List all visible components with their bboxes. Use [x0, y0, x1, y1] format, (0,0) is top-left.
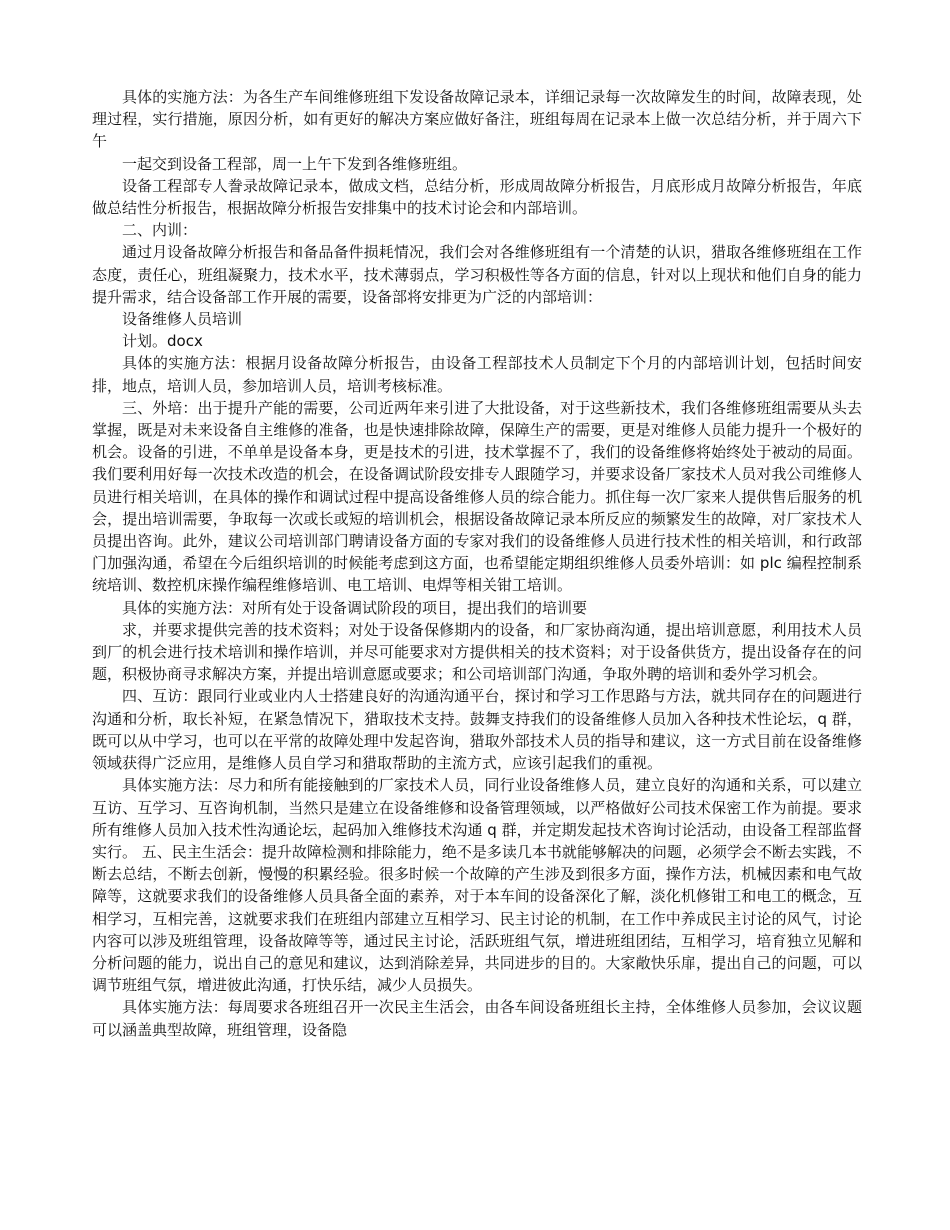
- paragraph-internal-training: 通过月设备故障分析报告和备品备件损耗情况，我们会对各维修班组有一个清楚的认识，猎取各维修班组在工作态度，责任心，班组凝聚力，技术水平，技术薄弱点，学习积极性等各方面的信息，针对以上现状和他们自身的能力提升需求，结合设备部工作开展的需要，设备部将安排更为广泛的内部培训：: [92, 243, 862, 306]
- paragraph-mutual-visits: 四、互访：跟同行业或业内人士搭建良好的沟通沟通平台，探讨和学习工作思路与方法，就共同存在的问题进行沟通和分析，取长补短，在紧急情况下，猎取技术支持。鼓舞支持我们的设备维修人员加入各种技术性论坛，q 群，既可以从中学习，也可以在平常的故障处理中发起咨询，猎取外部技术人员的指导和建议，这一方式目前在设备维修领域获得广泛应用，是维修人员自学习和猎取帮助的主流方式，应该引起我们的重视。: [92, 687, 862, 773]
- paragraph-training-plan-title: 设备维修人员培训: [122, 310, 243, 329]
- paragraph-training-plan-file: 计划。docx: [122, 332, 203, 351]
- paragraph-method-external-training: 具体的实施方法：对所有处于设备调试阶段的项目，提出我们的培训要: [122, 598, 588, 617]
- paragraph-external-training: 三、外培：出于提升产能的需要，公司近两年来引进了大批设备，对于这些新技术，我们各维修班组需要从头去掌握，既是对未来设备自主维修的准备，也是快速排除故障，保障生产的需要，更是对维修人员能力提升一个极好的机会。设备的引进，不单单是设备本身，更是技术的引进，技术掌握不了，我们的设备维修将始终处于被动的局面。我们要利用好每一次技术改造的机会，在设备调试阶段安排专人跟随学习，并要求设备厂家技术人员对我公司维修人员进行相关培训，在具体的操作和调试过程中提高设备维修人员的综合能力。抓住每一次厂家来人提供售后服务的机会，提出培训需要，争取每一次或长或短的培训机会，根据设备故障记录本所反应的频繁发生的故障，对厂家技术人员提出咨询。此外，建议公司培训部门聘请设备方面的专家对我们的设备维修人员进行技术性的相关培训，和行政部门加强沟通，希望在今后组织培训的时候能考虑到这方面，也希望能定期组织维修人员委外培训：如 plc 编程控制系统培训、数控机床操作编程维修培训、电工培训、电焊等相关钳工培训。: [92, 398, 862, 595]
- paragraph-submit-weekly: 一起交到设备工程部，周一上午下发到各维修班组。: [122, 154, 468, 173]
- paragraph-method-democratic-meeting: 具体实施方法：每周要求各班组召开一次民主生活会，由各车间设备班组长主持，全体维修人员参加，会议议题可以涵盖典型故障，班组管理，设备隐: [92, 998, 862, 1039]
- paragraph-method-fault-record: 具体的实施方法：为各生产车间维修班组下发设备故障记录本，详细记录每一次故障发生的时间，故障表现，处理过程，实行措施，原因分析，如有更好的解决方案应做好备注，班组每周在记录本上做一次总结分析，并于周六下午: [92, 88, 862, 151]
- paragraph-fault-analysis-report: 设备工程部专人誊录故障记录本，做成文档，总结分析，形成周故障分析报告，月底形成月故障分析报告，年底做总结性分析报告，根据故障分析报告安排集中的技术讨论会和内部培训。: [92, 176, 862, 218]
- paragraph-method-mutual-visits: 具体实施方法：尽力和所有能接触到的厂家技术人员，同行业设备维修人员，建立良好的沟通和关系，可以建立互访、互学习、互咨询机制，当然只是建立在设备维修和设备管理领域，以严格做好公司技术保密工作为前提。要求所有维修人员加入技术性沟通论坛，起码加入维修技术沟通 q 群，并定期发起技术咨询讨论活动，由设备工程部监督实行。 五、民主生活会：提升故障检测和排除能力，绝不是多读几本书就能够解决的问题，必须学会不断去实践，不断去总结，不断去创新，慢慢的积累经验。很多时候一个故障的产生涉及到很多方面，操作方法，机械因素和电气故障等，这就要求我们的设备维修人员具备全面的素养，对于本车间的设备深化了解，淡化机修钳工和电工的概念，互相学习，互相完善，这就要求我们在班组内部建立互相学习、民主讨论的机制，在工作中养成民主讨论的风气，讨论内容可以涉及班组管理，设备故障等等，通过民主讨论，活跃班组气氛，增进班组团结，互相学习，培育独立见解和分析问题的能力，说出自己的意见和建议，达到消除差异，共同进步的目的。大家敞快乐扉，提出自己的问题，可以调节班组气氛，增进彼此沟通，打快乐结，减少人员损失。: [92, 776, 862, 995]
- paragraph-method-internal-plan: 具体的实施方法：根据月设备故障分析报告，由设备工程部技术人员制定下个月的内部培训计划，包括时间安排，地点，培训人员，参加培训人员，培训考核标准。: [92, 354, 862, 395]
- heading-internal-training: 二、内训：: [122, 221, 198, 240]
- paragraph-external-training-continued: 求，并要求提供完善的技术资料；对处于设备保修期内的设备，和厂家协商沟通，提出培训意愿，利用技术人员到厂的机会进行技术培训和操作培训，并尽可能要求对方提供相关的技术资料；对于设备供货方，提出设备存在的问题，积极协商寻求解决方案，并提出培训意愿或要求；和公司培训部门沟通，争取外聘的培训和委外学习机会。: [92, 620, 862, 684]
